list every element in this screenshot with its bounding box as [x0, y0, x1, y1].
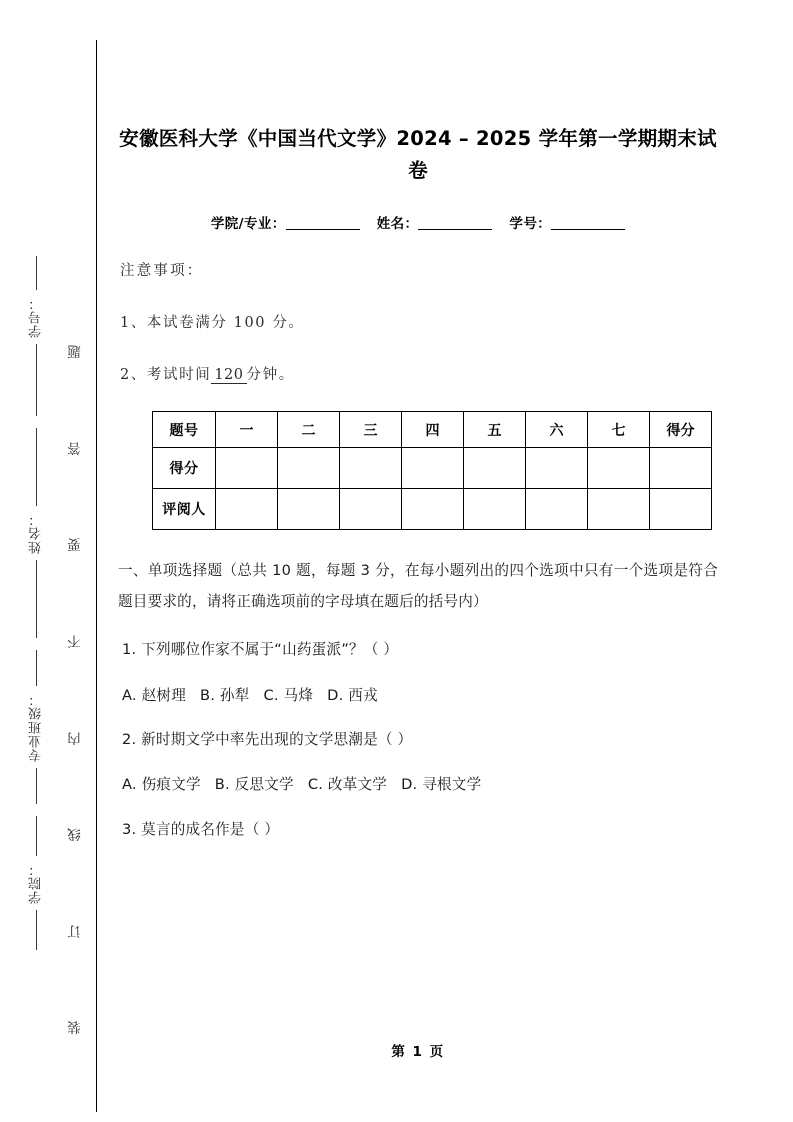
seal-char: 线	[68, 828, 85, 842]
seal-char: 内	[68, 731, 85, 746]
score-table-cell[interactable]	[650, 448, 712, 489]
margin-field-college-label: 学院：	[28, 862, 44, 904]
score-table-cell[interactable]	[650, 489, 712, 530]
score-table-cell[interactable]	[526, 489, 588, 530]
score-table-cell[interactable]	[402, 448, 464, 489]
table-row-header	[153, 412, 712, 448]
score-table-cell[interactable]	[216, 489, 278, 530]
margin-student-fields	[14, 250, 58, 950]
score-table-cell[interactable]	[464, 448, 526, 489]
score-table-cell: 五	[464, 412, 526, 448]
seal-line-text	[60, 345, 94, 1035]
option-a[interactable]: A. 伤痕文学	[122, 776, 201, 794]
table-row	[153, 448, 712, 489]
score-table-rowhead: 得分	[153, 448, 216, 489]
score-table-cell: 二	[278, 412, 340, 448]
seal-char: 装	[68, 1021, 85, 1035]
score-table-cell[interactable]	[278, 489, 340, 530]
option-a[interactable]: A. 赵树理	[122, 686, 186, 704]
margin-field-name	[30, 422, 43, 644]
note-item-2-prefix: 2、考试时间	[120, 367, 212, 384]
binding-vertical-rule	[96, 40, 97, 1112]
seal-char: 订	[68, 924, 85, 939]
margin-field-name-label: 姓名：	[28, 512, 44, 554]
college-major-label: 学院/专业：	[210, 216, 286, 233]
score-table-cell: 四	[402, 412, 464, 448]
score-table-cell: 得分	[650, 412, 712, 448]
option-d[interactable]: D. 寻根文学	[401, 776, 482, 794]
score-table-cell[interactable]	[402, 489, 464, 530]
notes-heading: 注意事项：	[120, 263, 204, 280]
score-table-cell[interactable]	[464, 489, 526, 530]
student-id-input[interactable]	[551, 229, 625, 230]
score-table-cell[interactable]	[340, 489, 402, 530]
seal-char: 答	[68, 441, 85, 456]
score-table-cell: 六	[526, 412, 588, 448]
margin-field-college	[30, 810, 43, 956]
exam-paper-body	[118, 0, 718, 1122]
student-id-label: 学号：	[509, 216, 552, 233]
score-table-cell[interactable]	[588, 448, 650, 489]
note-item-1: 1、本试卷满分 100 分。	[120, 315, 305, 332]
score-table	[152, 411, 712, 530]
table-row	[153, 489, 712, 530]
binding-margin	[0, 0, 97, 1122]
section-heading-1: 一、单项选择题（总共 10 题，每题 3 分，在每小题列出的四个选项中只有一个选项是符合题目要求的，请将正确选项前的字母填在题后的括号内）	[118, 562, 718, 610]
seal-char: 不	[68, 634, 85, 649]
margin-field-student-id	[30, 250, 43, 422]
seal-char: 要	[68, 538, 85, 552]
option-c[interactable]: C. 马烽	[263, 686, 314, 704]
margin-field-student-id-label: 学号：	[28, 296, 44, 338]
page-footer: 第 1 页	[391, 1044, 445, 1060]
note-item-2-suffix: 分钟。	[246, 367, 295, 384]
score-table-cell[interactable]	[340, 448, 402, 489]
question-options-1	[118, 662, 718, 707]
score-table-rowhead: 评阅人	[153, 489, 216, 530]
margin-field-class-label: 专业班级：	[28, 692, 44, 762]
score-table-cell[interactable]	[588, 489, 650, 530]
exam-duration-value: 120	[211, 367, 246, 384]
score-table-cell[interactable]	[278, 448, 340, 489]
question-stem-2: 2. 新时期文学中率先出现的文学思潮是（ ）	[122, 731, 413, 749]
question-stem-3: 3. 莫言的成名作是（ ）	[122, 820, 280, 838]
college-major-input[interactable]	[286, 229, 360, 230]
option-b[interactable]: B. 孙犁	[200, 686, 250, 704]
score-table-cell: 七	[588, 412, 650, 448]
option-c[interactable]: C. 改革文学	[307, 776, 388, 794]
note-item-2	[118, 332, 718, 384]
score-table-rowhead: 题号	[153, 412, 216, 448]
margin-field-class	[30, 644, 43, 810]
student-info-line	[118, 186, 718, 232]
question-stem-1: 1. 下列哪位作家不属于“山药蛋派”？（ ）	[122, 641, 399, 659]
score-table-cell: 三	[340, 412, 402, 448]
question-options-2	[118, 751, 718, 796]
option-d[interactable]: D. 西戎	[327, 686, 378, 704]
score-table-cell[interactable]	[526, 448, 588, 489]
score-table-cell: 一	[216, 412, 278, 448]
seal-char: 题	[68, 345, 85, 359]
option-b[interactable]: B. 反思文学	[214, 776, 294, 794]
name-label: 姓名：	[376, 216, 419, 233]
score-table-cell[interactable]	[216, 448, 278, 489]
name-input[interactable]	[418, 229, 492, 230]
page-title: 安徽医科大学《中国当代文学》2024 – 2025 学年第一学期期末试卷	[119, 127, 717, 182]
